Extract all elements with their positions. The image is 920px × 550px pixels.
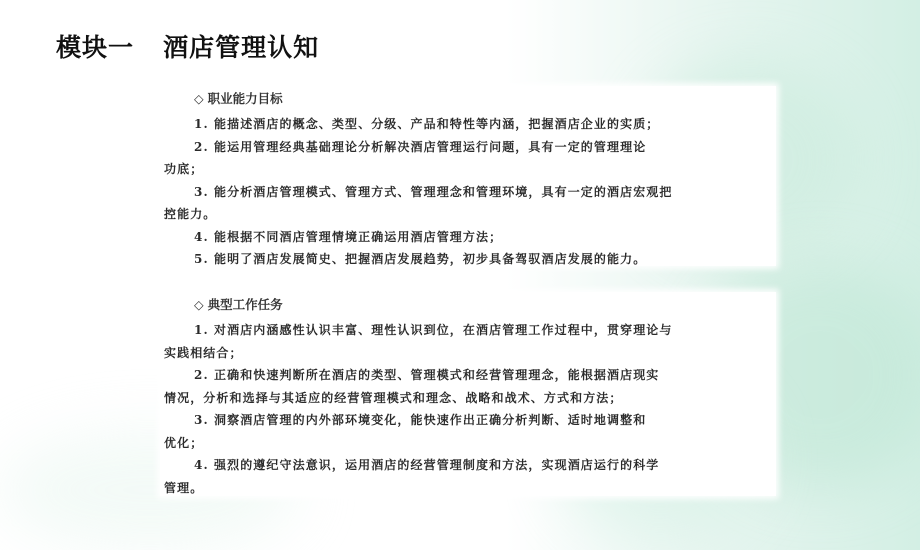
text-line: 实践相结合；	[164, 345, 243, 360]
text-line: 5. 能明了酒店发展简史、把握酒店发展趋势，初步具备驾驭酒店发展的能力。	[194, 252, 647, 266]
section-heading-text: 典型工作任务	[207, 297, 283, 312]
text-line: 管理。	[164, 480, 204, 495]
text-line: 4. 强烈的遵纪守法意识，运用酒店的经营管理制度和方法，实现酒店运行的科学	[194, 458, 660, 472]
text-line: 优化；	[164, 435, 204, 450]
text-line: 功底；	[164, 162, 204, 176]
text-line: 2. 正确和快速判断所在酒店的类型、管理模式和经营管理理念，能根据酒店现实	[194, 368, 660, 382]
section-heading-text: 职业能力目标	[207, 91, 283, 106]
text-line: 1. 对酒店内涵感性认识丰富、理性认识到位，在酒店管理工作过程中，贯穿理论与	[194, 323, 673, 337]
section-heading	[194, 295, 776, 313]
slide-title: 模块一 酒店管理认知	[56, 33, 320, 62]
text-line: 情况，分析和选择与其适应的经营管理模式和理念、战略和战术、方式和方法；	[164, 390, 623, 405]
text-line: 4. 能根据不同酒店管理情境正确运用酒店管理方法；	[194, 229, 503, 244]
text-line: 1. 能描述酒店的概念、类型、分级、产品和特性等内涵，把握酒店企业的实质；	[194, 117, 660, 131]
text-line: 3. 能分析酒店管理模式、管理方式、管理理念和管理环境，具有一定的酒店宏观把	[194, 184, 673, 199]
text-line: 2. 能运用管理经典基础理论分析解决酒店管理运行问题，具有一定的管理理论	[194, 139, 647, 154]
diamond-icon: ◇	[194, 91, 204, 106]
text-line: 控能力。	[164, 207, 217, 221]
career-ability-panel	[160, 86, 776, 266]
text-line: 3. 洞察酒店管理的内外部环境变化，能快速作出正确分析判断、适时地调整和	[194, 413, 647, 427]
diamond-icon: ◇	[194, 297, 204, 312]
section-heading	[194, 89, 776, 107]
typical-tasks-panel	[160, 292, 776, 496]
